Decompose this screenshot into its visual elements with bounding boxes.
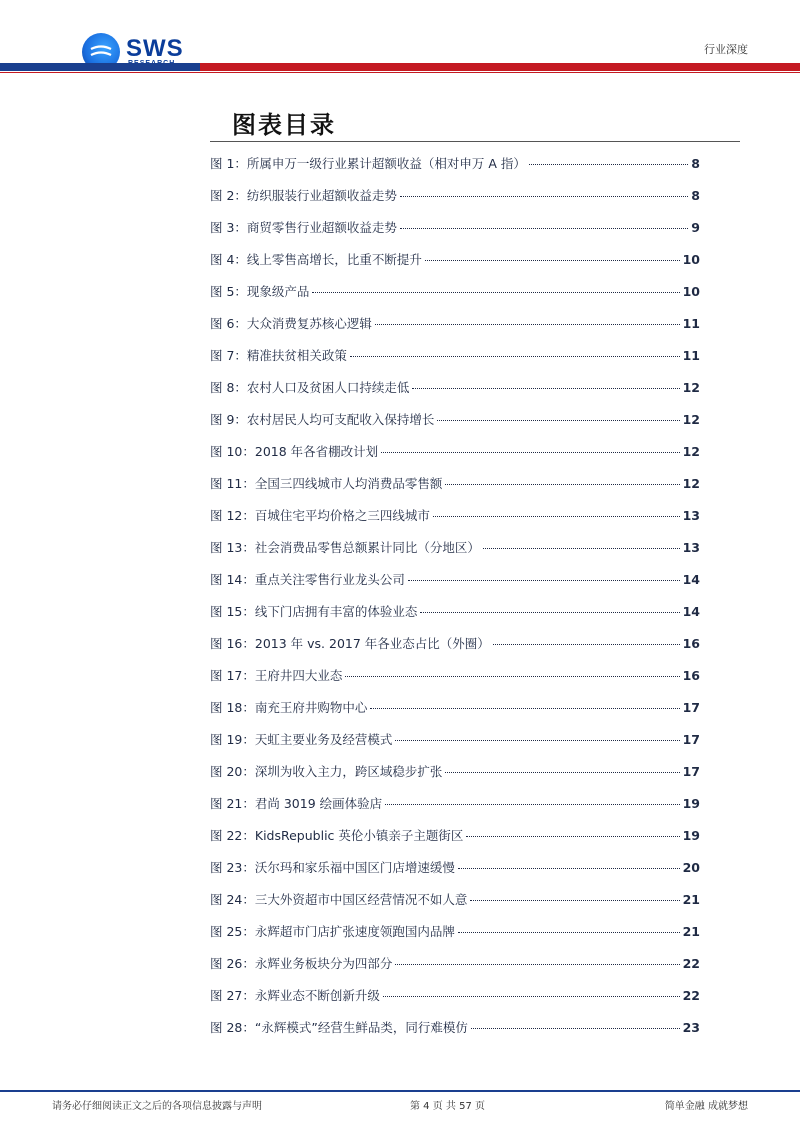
toc-entry-page: 16 — [682, 636, 700, 651]
toc-leader-dots — [470, 900, 679, 901]
toc-leader-dots — [385, 804, 679, 805]
toc-entry[interactable] — [210, 218, 700, 250]
toc-leader-dots — [458, 868, 680, 869]
footer-page-info: 第 4 页 共 57 页 — [410, 1101, 485, 1112]
toc-entry-label: 图 10：2018 年各省棚改计划 — [210, 444, 379, 459]
toc-entry-label: 图 7：精准扶贫相关政策 — [210, 348, 347, 363]
toc-entry-page: 12 — [682, 444, 700, 459]
toc-entry-label: 图 24：三大外资超市中国区经营情况不如人意 — [210, 892, 468, 907]
toc-leader-dots — [493, 644, 680, 645]
report-type-label: 行业深度 — [704, 43, 748, 56]
toc-leader-dots — [312, 292, 679, 293]
toc-entry-label: 图 21：君尚 3019 绘画体验店 — [210, 796, 383, 811]
toc-leader-dots — [375, 324, 680, 325]
toc-entry-page: 17 — [682, 764, 700, 779]
toc-entry-page: 23 — [682, 1020, 700, 1035]
footer-divider — [0, 1090, 800, 1092]
toc-entry[interactable] — [210, 506, 700, 538]
toc-entry[interactable] — [210, 762, 700, 794]
toc-entry[interactable] — [210, 922, 700, 954]
toc-entry[interactable] — [210, 410, 700, 442]
toc-entry[interactable] — [210, 378, 700, 410]
toc-entry-page: 12 — [682, 412, 700, 427]
toc-entry-label: 图 17：王府井四大业态 — [210, 668, 343, 683]
toc-entry[interactable] — [210, 890, 700, 922]
toc-entry[interactable] — [210, 250, 700, 282]
toc-entry-page: 11 — [682, 316, 700, 331]
toc-entry[interactable] — [210, 986, 700, 1018]
toc-entry-page: 22 — [682, 956, 700, 971]
toc-entry-label: 图 12：百城住宅平均价格之三四线城市 — [210, 508, 430, 523]
toc-entry-page: 8 — [691, 188, 700, 203]
toc-entry-page: 12 — [682, 476, 700, 491]
toc-entry-page: 10 — [682, 252, 700, 267]
toc-entry-label: 图 11：全国三四线城市人均消费品零售额 — [210, 476, 443, 491]
toc-leader-dots — [408, 580, 680, 581]
toc-entry[interactable] — [210, 698, 700, 730]
toc-leader-dots — [383, 996, 680, 997]
toc-entry-label: 图 23：沃尔玛和家乐福中国区门店增速缓慢 — [210, 860, 455, 875]
toc-entry[interactable] — [210, 538, 700, 570]
toc-entry-page: 19 — [682, 796, 700, 811]
toc-entry[interactable] — [210, 602, 700, 634]
toc-entry-page: 20 — [682, 860, 700, 875]
toc-leader-dots — [400, 196, 688, 197]
toc-entry[interactable] — [210, 826, 700, 858]
toc-entry-page: 16 — [682, 668, 700, 683]
toc-leader-dots — [395, 964, 679, 965]
toc-entry-page: 10 — [682, 284, 700, 299]
toc-entry[interactable] — [210, 730, 700, 762]
toc-entry[interactable] — [210, 314, 700, 346]
toc-leader-dots — [458, 932, 680, 933]
toc-entry-page: 17 — [682, 700, 700, 715]
toc-entry[interactable] — [210, 346, 700, 378]
toc-entry-label: 图 20：深圳为收入主力，跨区域稳步扩张 — [210, 764, 443, 779]
page-header — [0, 0, 800, 80]
toc-entry[interactable] — [210, 154, 700, 186]
toc-entry[interactable] — [210, 474, 700, 506]
toc-entry[interactable] — [210, 570, 700, 602]
toc-entry[interactable] — [210, 282, 700, 314]
toc-entry-page: 12 — [682, 380, 700, 395]
toc-leader-dots — [445, 772, 679, 773]
table-of-figures — [210, 154, 700, 1050]
toc-leader-dots — [445, 484, 679, 485]
toc-entry-label: 图 3：商贸零售行业超额收益走势 — [210, 220, 397, 235]
toc-leader-dots — [395, 740, 679, 741]
toc-entry-label: 图 25：永辉超市门店扩张速度领跑国内品牌 — [210, 924, 455, 939]
toc-entry[interactable] — [210, 442, 700, 474]
toc-leader-dots — [420, 612, 679, 613]
toc-entry[interactable] — [210, 794, 700, 826]
toc-entry-label: 图 15：线下门店拥有丰富的体验业态 — [210, 604, 418, 619]
toc-entry-page: 17 — [682, 732, 700, 747]
toc-entry-page: 13 — [682, 508, 700, 523]
toc-entry-label: 图 22：KidsRepublic 英伦小镇亲子主题街区 — [210, 828, 464, 843]
page-footer — [0, 1090, 800, 1132]
toc-entry[interactable] — [210, 186, 700, 218]
toc-entry-page: 22 — [682, 988, 700, 1003]
toc-title-rule — [210, 141, 740, 142]
toc-leader-dots — [370, 708, 679, 709]
toc-entry[interactable] — [210, 666, 700, 698]
header-divider — [0, 63, 800, 71]
toc-leader-dots — [381, 452, 679, 453]
toc-entry-page: 19 — [682, 828, 700, 843]
toc-leader-dots — [437, 420, 679, 421]
toc-entry-page: 13 — [682, 540, 700, 555]
toc-entry-page: 21 — [682, 924, 700, 939]
toc-entry[interactable] — [210, 858, 700, 890]
toc-entry-label: 图 18：南充王府井购物中心 — [210, 700, 368, 715]
toc-entry-label: 图 9：农村居民人均可支配收入保持增长 — [210, 412, 435, 427]
toc-entry-label: 图 2：纺织服装行业超额收益走势 — [210, 188, 397, 203]
toc-entry-label: 图 5：现象级产品 — [210, 284, 310, 299]
toc-leader-dots — [425, 260, 680, 261]
toc-leader-dots — [529, 164, 688, 165]
toc-entry-label: 图 1：所属申万一级行业累计超额收益（相对申万 A 指） — [210, 156, 526, 171]
toc-leader-dots — [471, 1028, 680, 1029]
toc-entry-page: 14 — [682, 604, 700, 619]
footer-disclaimer: 请务必仔细阅读正文之后的各项信息披露与声明 — [52, 1101, 262, 1112]
toc-entry-label: 图 14：重点关注零售行业龙头公司 — [210, 572, 405, 587]
toc-entry[interactable] — [210, 634, 700, 666]
toc-title: 图表目录 — [232, 111, 336, 139]
logo-text: SWS — [126, 35, 184, 62]
toc-entry-label: 图 27：永辉业态不断创新升级 — [210, 988, 380, 1003]
toc-entry-label: 图 6：大众消费复苏核心逻辑 — [210, 316, 372, 331]
toc-entry-label: 图 26：永辉业务板块分为四部分 — [210, 956, 393, 971]
toc-leader-dots — [345, 676, 679, 677]
toc-entry-page: 14 — [682, 572, 700, 587]
toc-leader-dots — [400, 228, 688, 229]
toc-entry-page: 11 — [682, 348, 700, 363]
toc-entry-page: 8 — [691, 156, 700, 171]
toc-entry-label: 图 8：农村人口及贫困人口持续走低 — [210, 380, 410, 395]
toc-leader-dots — [350, 356, 680, 357]
toc-entry-label: 图 16：2013 年 vs. 2017 年各业态占比（外圈） — [210, 636, 490, 651]
toc-entry-label: 图 4：线上零售高增长，比重不断提升 — [210, 252, 422, 267]
footer-slogan: 简单金融 成就梦想 — [664, 1101, 748, 1112]
toc-leader-dots — [412, 388, 679, 389]
toc-leader-dots — [433, 516, 680, 517]
toc-entry[interactable] — [210, 1018, 700, 1050]
toc-entry-label: 图 28：“永辉模式”经营生鲜品类，同行难模仿 — [210, 1020, 468, 1035]
toc-entry-page: 9 — [691, 220, 700, 235]
toc-leader-dots — [483, 548, 680, 549]
toc-entry-label: 图 19：天虹主要业务及经营模式 — [210, 732, 393, 747]
toc-entry-page: 21 — [682, 892, 700, 907]
toc-leader-dots — [466, 836, 679, 837]
toc-entry[interactable] — [210, 954, 700, 986]
toc-entry-label: 图 13：社会消费品零售总额累计同比（分地区） — [210, 540, 480, 555]
